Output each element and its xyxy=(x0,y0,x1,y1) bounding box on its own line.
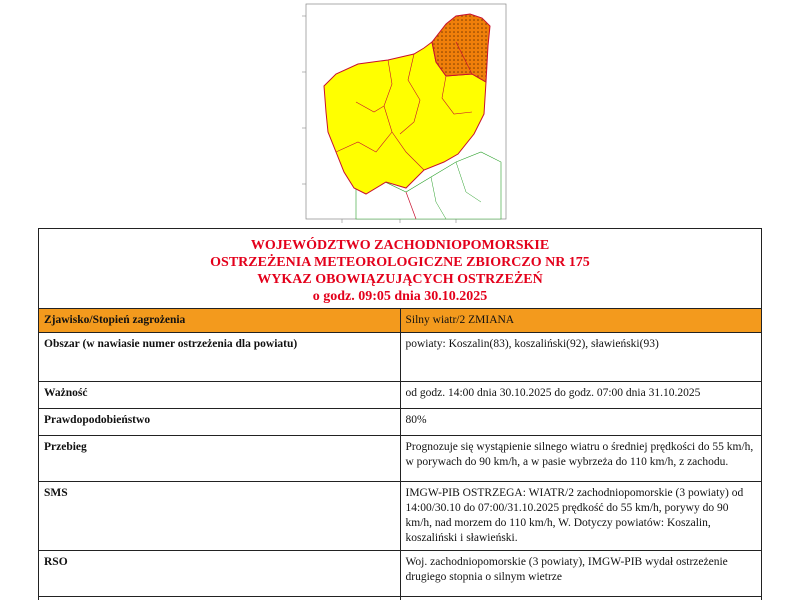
row-area xyxy=(39,333,762,382)
header-region: WOJEWÓDZTWO ZACHODNIOPOMORSKIE xyxy=(250,238,550,253)
row-label: Obszar (w nawiasie numer ostrzeżenia dla powiatu) xyxy=(39,333,401,382)
row-value-empty xyxy=(400,597,762,600)
row-value: 80% xyxy=(400,409,762,436)
row-sms xyxy=(39,482,762,551)
header-bulletin: OSTRZEŻENIA METEOROLOGICZNE ZBIORCZO NR 175 xyxy=(210,255,590,270)
row-value: powiaty: Koszalin(83), koszaliński(92), sławieński(93) xyxy=(400,333,762,382)
row-value: od godz. 14:00 dnia 30.10.2025 do godz. 07:00 dnia 31.10.2025 xyxy=(400,382,762,409)
row-label: Ważność xyxy=(39,382,401,409)
region-map-graphic xyxy=(296,2,518,224)
row-value: IMGW-PIB OSTRZEGA: WIATR/2 zachodniopomorskie (3 powiaty) od 14:00/30.10 do 07:00/31.10.2025 prędkość do 55 km/h, porywy do 90 km/h, nad morzem do 110 km/h, W. Dotyczy powiatów: Koszalin, koszaliński i sławieński. xyxy=(400,482,762,551)
row-value: Silny wiatr/2 ZMIANA xyxy=(400,309,762,333)
row-rso xyxy=(39,551,762,597)
row-probability xyxy=(39,409,762,436)
row-label: RSO xyxy=(39,551,401,597)
warning-header xyxy=(39,229,762,309)
row-label: Prawdopodobieństwo xyxy=(39,409,401,436)
row-label: SMS xyxy=(39,482,401,551)
row-value: Prognozuje się wystąpienie silnego wiatru o średniej prędkości do 55 km/h, w porywach do 90 km/h, a w pasie wybrzeża do 110 km/h, z zachodu. xyxy=(400,436,762,482)
header-list-title: WYKAZ OBOWIĄZUJĄCYCH OSTRZEŻEŃ xyxy=(257,272,543,287)
row-label: Przebieg xyxy=(39,436,401,482)
row-course xyxy=(39,436,762,482)
row-validity xyxy=(39,382,762,409)
header-issue-time: o godz. 09:05 dnia 30.10.2025 xyxy=(312,289,488,304)
row-label-empty xyxy=(39,597,401,600)
row-phenomenon xyxy=(39,309,762,333)
warning-map xyxy=(296,2,518,224)
warning-table xyxy=(38,228,762,600)
row-empty xyxy=(39,597,762,600)
row-value: Woj. zachodniopomorskie (3 powiaty), IMGW-PIB wydał ostrzeżenie drugiego stopnia o silnym wietrze xyxy=(400,551,762,597)
row-label: Zjawisko/Stopień zagrożenia xyxy=(39,309,401,333)
